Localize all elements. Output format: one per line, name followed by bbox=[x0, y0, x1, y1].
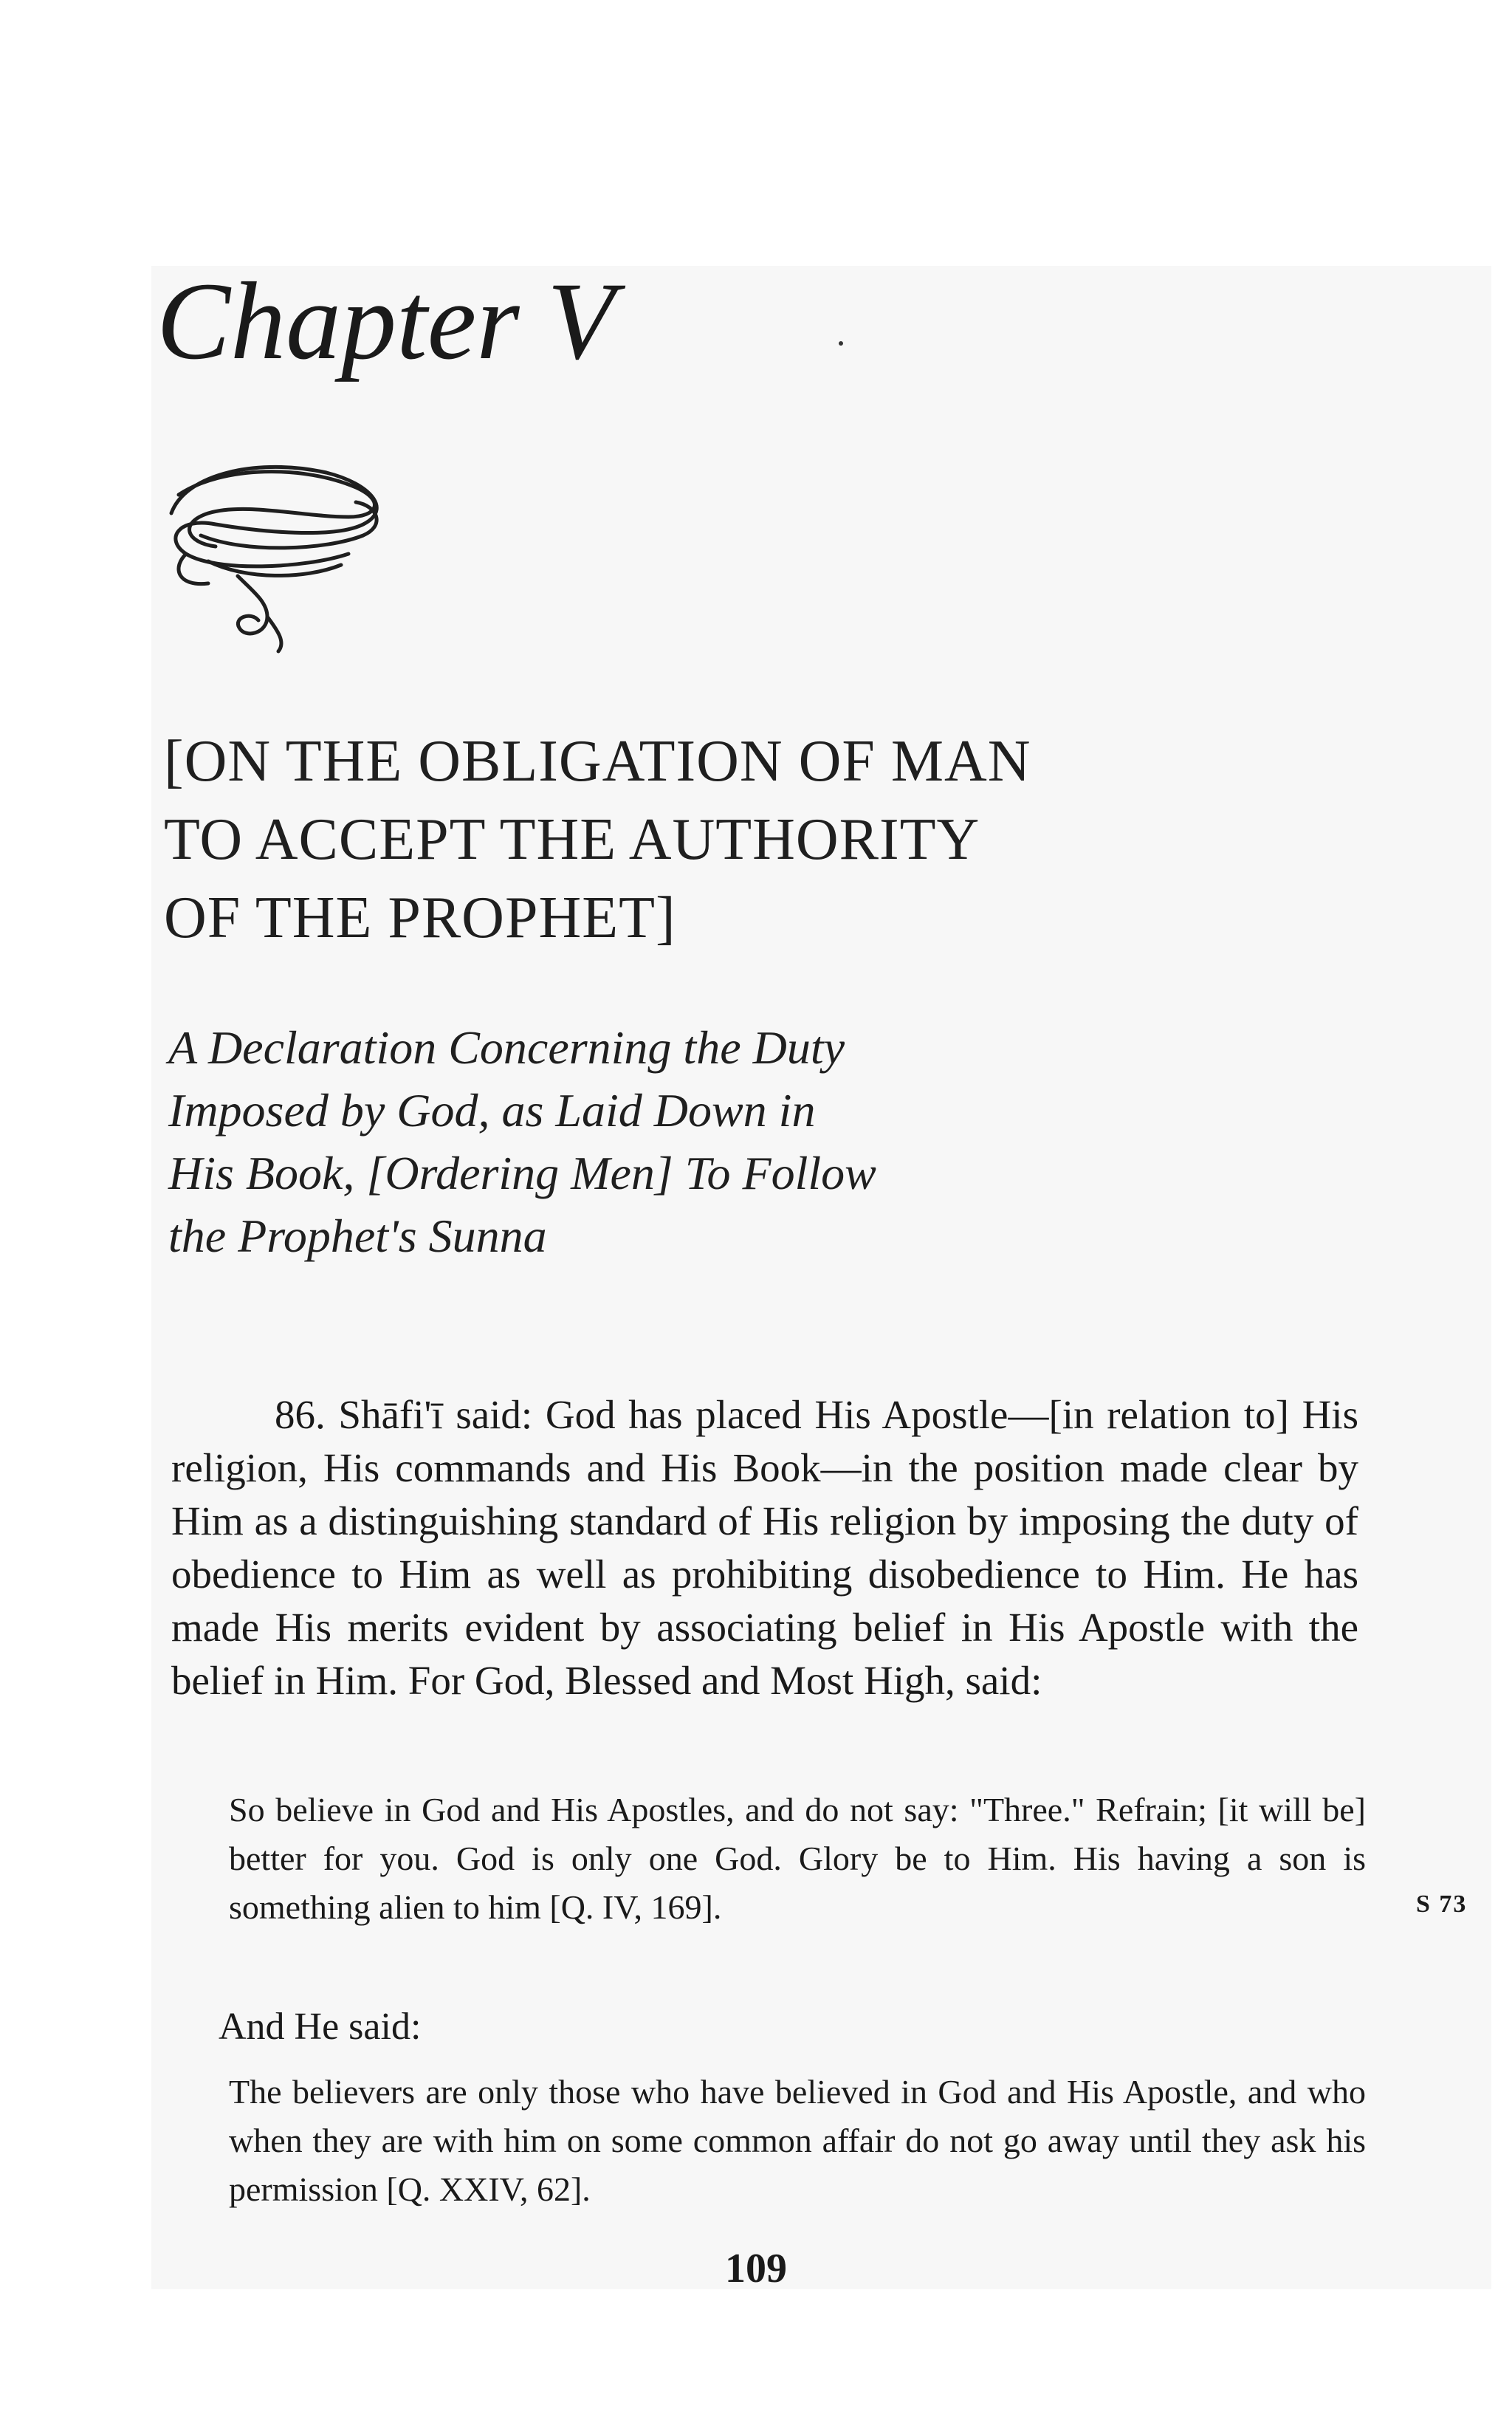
section-subtitle bbox=[168, 1016, 876, 1267]
print-speck bbox=[839, 341, 843, 346]
and-he-said-text: And He said: bbox=[219, 2006, 422, 2048]
section-title-line: OF THE PROPHET] bbox=[164, 885, 676, 950]
section-title-line: TO ACCEPT THE AUTHORITY bbox=[164, 807, 980, 872]
subtitle-line: A Declaration Concerning the Duty bbox=[168, 1021, 845, 1074]
margin-reference: S 73 bbox=[1416, 1890, 1468, 1918]
section-title bbox=[164, 722, 1031, 957]
paragraph-86 bbox=[171, 1388, 1358, 1707]
paragraph-86-text: 86. Shāfi'ī said: God has placed His Apostle—[in relation to] His religion, His commands and His Book—in the position made clear by Him as a distinguishing standard of His religion by imposing the duty of obedience to Him as well as prohibiting disobedience to Him. He has made His merits evident by associating belief in His Apostle with the belief in Him. For God, Blessed and Most High, said: bbox=[171, 1392, 1358, 1703]
quran-quote-iv-169: So believe in God and His Apostles, and do not say: "Three." Refrain; [it will be] better for you. God is only one God. Glory be to Him. His having a son is something alien to him [Q. IV, 169]. bbox=[229, 1791, 1366, 1926]
quran-quote-xxiv-62: The believers are only those who have believed in God and His Apostle, and who when they are with him on some common affair do not go away until they ask his permission [Q. XXIV, 62]. bbox=[229, 2073, 1366, 2208]
subtitle-line: the Prophet's Sunna bbox=[168, 1210, 547, 1262]
subtitle-line: Imposed by God, as Laid Down in bbox=[168, 1084, 816, 1137]
ornamental-flourish-icon bbox=[157, 443, 400, 657]
chapter-heading: Chapter V bbox=[157, 260, 615, 383]
subtitle-line: His Book, [Ordering Men] To Follow bbox=[168, 1147, 876, 1199]
section-title-line: [ON THE OBLIGATION OF MAN bbox=[164, 729, 1031, 794]
page-number: 109 bbox=[725, 2246, 787, 2291]
